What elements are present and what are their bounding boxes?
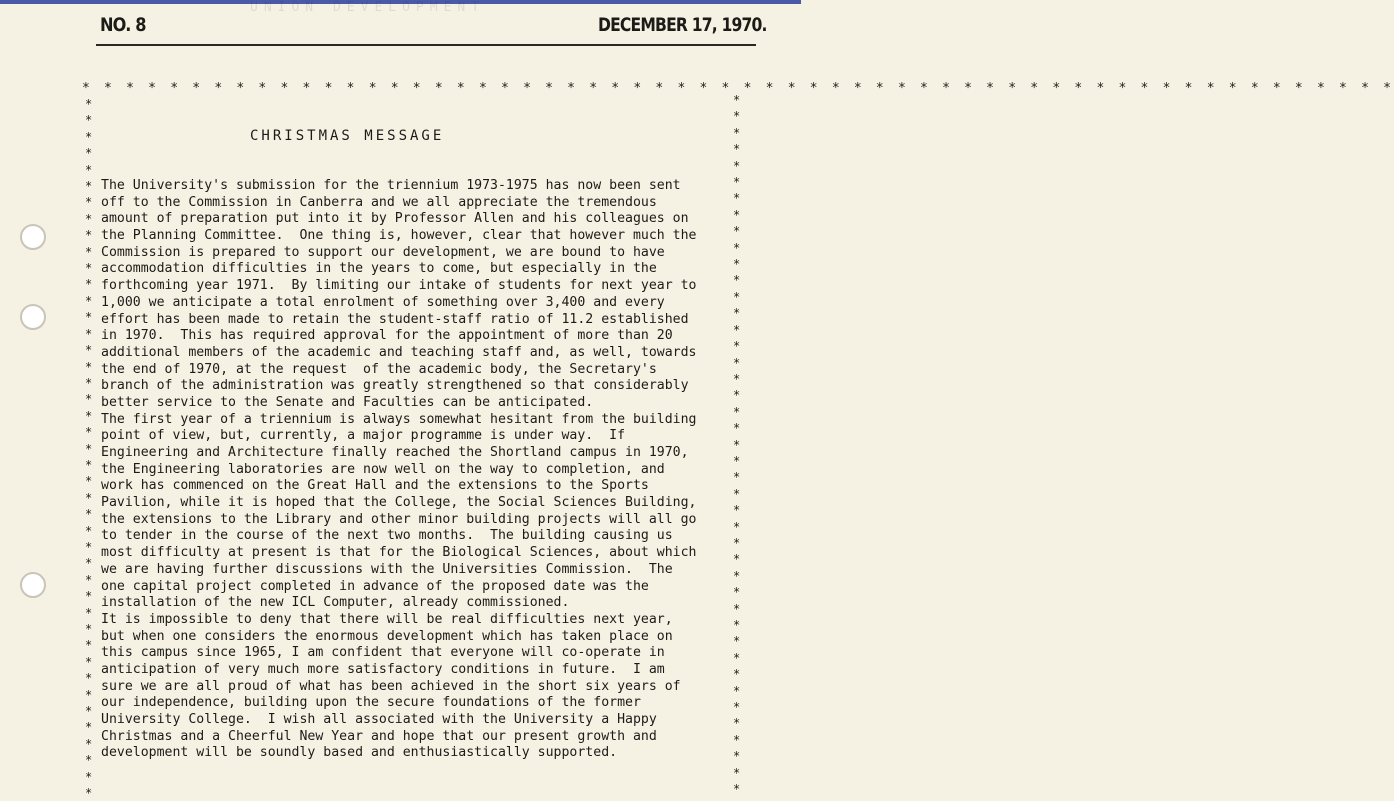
body-line: University College. I wish all associated with the University a Happy bbox=[101, 712, 657, 727]
page-title: CHRISTMAS MESSAGE bbox=[250, 128, 445, 144]
body-line: anticipation of very much more satisfactory conditions in future. I am bbox=[101, 661, 665, 677]
body-line: development will be soundly based and enthusiastically supported. bbox=[101, 745, 618, 761]
body-line: It is impossible to deny that there will be real difficulties next year, bbox=[101, 611, 673, 627]
body-line: Pavilion, while it is hoped that the College, the Social Sciences Building, bbox=[101, 495, 697, 511]
body-line: we are having further discussions with the Universities Commission. The bbox=[101, 561, 673, 577]
body-line: The University's submission for the triennium 1973-1975 has now been sent bbox=[101, 178, 681, 193]
punch-hole bbox=[20, 224, 46, 250]
body-line: better service to the Senate and Faculties can be anticipated. bbox=[101, 394, 594, 410]
issue-number: NO. 8 bbox=[100, 14, 146, 36]
body-line: installation of the new ICL Computer, already commissioned. bbox=[101, 595, 570, 611]
body-line: 1,000 we anticipate a total enrolment of something over 3,400 and every bbox=[101, 294, 665, 310]
body-line: point of view, but, currently, a major programme is under way. If bbox=[101, 428, 626, 444]
body-line: work has commenced on the Great Hall and the extensions to the Sports bbox=[101, 478, 649, 494]
issue-date: DECEMBER 17, 1970. bbox=[598, 14, 767, 36]
punch-hole bbox=[20, 572, 46, 598]
body-line: the extensions to the Library and other minor building projects will all go bbox=[101, 511, 697, 527]
asterisk-border-right: * * * * * * * * * * * * * * * * * * * * * * * * * * * * * * * * * * * * * * * * * * * bbox=[733, 93, 741, 797]
body-line: accommodation difficulties in the years to come, but especially in the bbox=[101, 261, 657, 277]
body-line: Commission is prepared to support our development, we are bound to have bbox=[101, 244, 665, 260]
body-line: in 1970. This has required approval for the appointment of more than 20 bbox=[101, 328, 673, 344]
body-line: the Engineering laboratories are now well on the way to completion, and bbox=[101, 461, 665, 477]
body-line: one capital project completed in advance of the proposed date was the bbox=[101, 578, 649, 594]
body-line: Christmas and a Cheerful New Year and hope that our present growth and bbox=[101, 728, 657, 744]
body-line: The first year of a triennium is always somewhat hesitant from the building bbox=[101, 411, 697, 427]
body-line: additional members of the academic and teaching staff and, as well, towards bbox=[101, 344, 697, 360]
header-rule bbox=[96, 44, 756, 46]
body-line: off to the Commission in Canberra and we all appreciate the tremendous bbox=[101, 194, 657, 210]
body-line: branch of the administration was greatly strengthened so that considerably bbox=[101, 378, 689, 394]
bleed-through-text: UNION DEVELOPMENT bbox=[250, 0, 486, 15]
body-line: effort has been made to retain the student-staff ratio of 11.2 established bbox=[101, 311, 689, 327]
asterisk-border-top: * * * * * * * * * * * * * * * * * * * * * * * * * * * * * * * * * * * * * * * * * * * * * * * * * * * * * * * * * * * * bbox=[82, 81, 1394, 96]
body-line: the end of 1970, at the request of the academic body, the Secretary's bbox=[101, 361, 657, 377]
body-line: amount of preparation put into it by Professor Allen and his colleagues on bbox=[101, 211, 689, 227]
body-line: this campus since 1965, I am confident that everyone will co-operate in bbox=[101, 645, 665, 661]
asterisk-border-left: * * * * * * * * * * * * * * * * * * * * * * * * * * * * * * * * * * * * * * * * * * * bbox=[85, 97, 93, 801]
message-body bbox=[101, 178, 741, 762]
body-line: Engineering and Architecture finally reached the Shortland campus in 1970, bbox=[101, 445, 689, 460]
body-line: the Planning Committee. One thing is, however, clear that however much the bbox=[101, 228, 697, 244]
body-line: forthcoming year 1971. By limiting our intake of students for next year to bbox=[101, 278, 697, 294]
body-line: but when one considers the enormous development which has taken place on bbox=[101, 628, 673, 644]
body-line: our independence, building upon the secure foundations of the former bbox=[101, 695, 641, 711]
body-line: to tender in the course of the next two months. The building causing us bbox=[101, 528, 673, 544]
body-line: sure we are all proud of what has been achieved in the short six years of bbox=[101, 678, 681, 694]
body-line: most difficulty at present is that for the Biological Sciences, about which bbox=[101, 545, 697, 561]
punch-hole bbox=[20, 304, 46, 330]
